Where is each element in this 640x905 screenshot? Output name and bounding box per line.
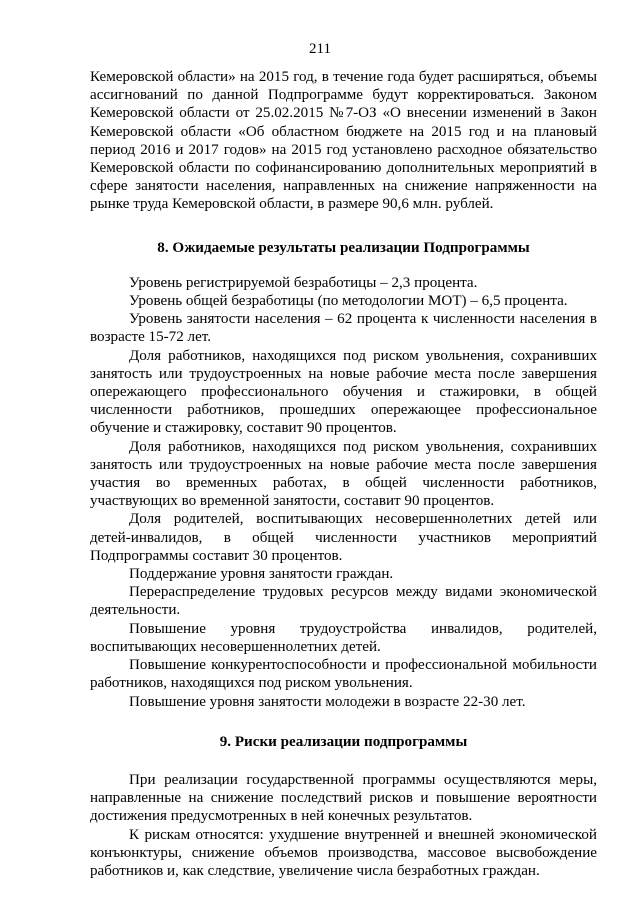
section-8-paragraph: Уровень занятости населения – 62 процента к численности населения в возрасте 15-72 лет. (90, 311, 597, 346)
document-body (90, 68, 597, 880)
section-8-paragraph: Уровень общей безработицы (по методологии МОТ) – 6,5 процента. (129, 293, 568, 310)
section-9-paragraph: К рискам относятся: ухудшение внутренней и внешней экономической конъюнктуры, снижение объемов производства, массовое высвобождение работников и, как следствие, увеличение числа безработных граждан. (90, 826, 597, 879)
section-8-paragraph: Повышение уровня занятости молодежи в возрасте 22-30 лет. (129, 693, 526, 710)
section-9-heading: 9. Риски реализации подпрограммы (219, 733, 468, 750)
section-8-paragraph: Доля работников, находящихся под риском увольнения, сохранивших занятость или трудоустроенных на новые рабочие места после завершения участия во временных работах, в общей численности работников, участвующих во временной занятости, составит 90 процентов. (90, 438, 597, 510)
section-8-paragraph: Повышение конкурентоспособности и профессиональной мобильности работников, находящихся под риском увольнения. (90, 657, 597, 692)
section-9-paragraph: При реализации государственной программы осуществляются меры, направленные на снижение последствий рисков и повышение вероятности достижения предусмотренных в ней конечных результатов. (90, 771, 597, 825)
section-8-paragraph: Перераспределение трудовых ресурсов между видами экономической деятельности. (90, 584, 597, 619)
section-8-heading: 8. Ожидаемые результаты реализации Подпрограммы (157, 239, 530, 256)
section-8-paragraph: Уровень регистрируемой безработицы – 2,3 процента. (129, 274, 478, 291)
section-8-paragraph: Поддержание уровня занятости граждан. (129, 566, 394, 583)
section-8-paragraph: Доля работников, находящихся под риском увольнения, сохранивших занятость или трудоустроенных на новые рабочие места после завершения опережающего профессионального обучения и стажировки, в общей численности работников, прошедших опережающее профессиональное обучение и стажировку, составит 90 процентов. (90, 347, 597, 437)
section-8-paragraph: Доля родителей, воспитывающих несовершеннолетних детей или детей-инвалидов, в общей численности участников мероприятий Подпрограммы составит 30 процентов. (90, 511, 597, 564)
page-number: 211 (309, 41, 331, 57)
section-8-paragraph: Повышение уровня трудоустройства инвалидов, родителей, воспитывающих несовершеннолетних детей. (90, 620, 597, 655)
intro-paragraph: Кемеровской области» на 2015 год, в течение года будет расширяться, объемы ассигнований по данной Подпрограмме будут корректироваться. Законом Кемеровской области от 25.02.2015 №7-ОЗ «О внесении изменений в Закон Кемеровской области «Об областном бюджете на 2015 год и на плановый период 2016 и 2017 годов» на 2015 год установлено расходное обязательство Кемеровской области по софинансированию дополнительных мероприятий в сфере занятости населения, направленных на снижение напряженности на рынке труда Кемеровской области, в размере 90,6 млн. рублей. (90, 69, 597, 213)
